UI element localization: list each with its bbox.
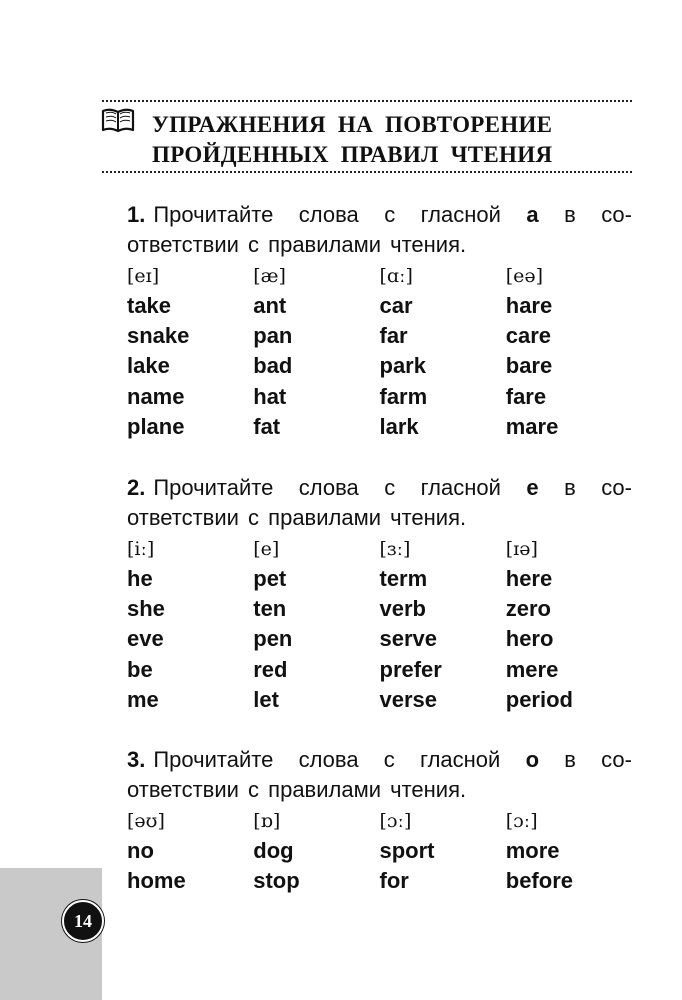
exercise-instruction	[127, 473, 632, 533]
word-item: pen	[253, 626, 293, 652]
instruction-line-1	[127, 200, 632, 230]
phonetic-symbol: [ɜː]	[379, 538, 411, 560]
word-item: stop	[253, 868, 300, 894]
word-item: lark	[379, 413, 419, 439]
instruction-text: Прочитайте слова с гласной	[153, 475, 527, 500]
heading-line-1: УПРАЖНЕНИЯ НА ПОВТОРЕНИЕ	[152, 112, 553, 137]
word-item: bad	[253, 353, 293, 379]
word-item: ant	[253, 293, 287, 318]
word-column	[380, 534, 506, 715]
word-column	[380, 806, 506, 896]
word-item: for	[379, 868, 409, 894]
exercise-2	[127, 473, 632, 715]
word-item: hare	[505, 293, 553, 318]
instruction-text-end: в со-	[539, 747, 632, 772]
exercise-3	[127, 745, 632, 896]
instruction-line-1	[127, 473, 632, 503]
instruction-line-2: ответствии с правилами чтения.	[127, 505, 467, 530]
word-column	[253, 261, 379, 442]
phonetic-symbol: [æ]	[253, 265, 286, 287]
word-item: pan	[253, 323, 293, 349]
word-item: pet	[253, 566, 287, 591]
word-item: farm	[379, 383, 428, 409]
instruction-text: Прочитайте слова с гласной	[153, 747, 526, 772]
word-item: bare	[505, 353, 553, 379]
word-item: eve	[127, 626, 164, 652]
target-vowel: e	[526, 475, 539, 500]
section-heading	[152, 110, 572, 170]
phonetic-symbol: [eə]	[505, 265, 544, 287]
word-item: fat	[253, 413, 281, 439]
instruction-line-1	[127, 745, 632, 775]
heading-line-2: ПРОЙДЕННЫХ ПРАВИЛ ЧТЕНИЯ	[152, 142, 553, 167]
word-item: more	[505, 838, 560, 863]
word-item: hero	[505, 626, 554, 652]
exercise-number: 2.	[127, 475, 146, 500]
word-item: far	[379, 323, 408, 349]
word-item: hat	[253, 383, 287, 409]
word-item: here	[505, 566, 553, 591]
word-item: serve	[379, 626, 438, 652]
exercise-instruction	[127, 200, 632, 260]
word-item: take	[127, 293, 172, 318]
phonetic-symbol: [eɪ]	[127, 265, 160, 287]
exercise-1	[127, 200, 632, 442]
phonetic-symbol: [ɪə]	[505, 538, 538, 560]
phonetic-symbol: [ɒ]	[253, 810, 281, 832]
exercise-number: 1.	[127, 202, 146, 227]
word-item: plane	[127, 413, 185, 439]
word-columns	[127, 534, 632, 715]
word-item: no	[127, 838, 154, 863]
word-column	[506, 261, 632, 442]
instruction-line-2: ответствии с правилами чтения.	[127, 777, 467, 802]
word-item: dog	[253, 838, 294, 863]
word-item: sport	[379, 838, 435, 863]
instruction-text: Прочитайте слова с гласной	[153, 202, 527, 227]
phonetic-symbol: [ɔː]	[505, 810, 538, 832]
target-vowel: a	[526, 202, 539, 227]
word-column	[253, 806, 379, 896]
word-column	[127, 261, 253, 442]
word-column	[253, 534, 379, 715]
word-item: term	[379, 566, 428, 591]
exercise-number: 3.	[127, 747, 146, 772]
instruction-text-end: в со-	[538, 202, 632, 227]
word-item: care	[505, 323, 552, 349]
word-item: red	[253, 656, 288, 682]
word-columns	[127, 806, 632, 896]
word-item: mere	[505, 656, 559, 682]
word-item: me	[127, 686, 159, 712]
page-number-badge: 14	[62, 900, 104, 942]
word-column	[506, 806, 632, 896]
exercise-instruction	[127, 745, 632, 805]
phonetic-symbol: [əʊ]	[127, 810, 165, 832]
open-book-icon	[101, 108, 135, 134]
word-column	[127, 806, 253, 896]
phonetic-symbol: [e]	[253, 538, 280, 560]
phonetic-symbol: [ɔː]	[379, 810, 412, 832]
instruction-line-2: ответствии с правилами чтения.	[127, 232, 467, 257]
word-item: period	[505, 686, 573, 712]
word-columns	[127, 261, 632, 442]
word-item: he	[127, 566, 153, 591]
word-item: lake	[127, 353, 170, 379]
word-item: car	[379, 293, 413, 318]
word-item: snake	[127, 323, 190, 349]
word-item: home	[127, 868, 186, 894]
word-item: name	[127, 383, 185, 409]
word-item: zero	[505, 596, 551, 622]
word-item: fare	[505, 383, 547, 409]
phonetic-symbol: [iː]	[127, 538, 155, 560]
word-item: be	[127, 656, 153, 682]
word-column	[506, 534, 632, 715]
top-dotted-rule	[102, 100, 632, 102]
phonetic-symbol: [ɑː]	[379, 265, 413, 287]
word-column	[380, 261, 506, 442]
word-column	[127, 534, 253, 715]
word-item: she	[127, 596, 165, 622]
bottom-dotted-rule	[102, 171, 632, 173]
word-item: let	[253, 686, 279, 712]
word-item: mare	[505, 413, 559, 439]
word-item: before	[505, 868, 573, 894]
instruction-text-end: в со-	[538, 475, 632, 500]
target-vowel: o	[525, 747, 540, 772]
word-item: prefer	[379, 656, 442, 682]
word-item: park	[379, 353, 426, 379]
word-item: ten	[253, 596, 287, 622]
word-item: verb	[379, 596, 426, 622]
word-item: verse	[379, 686, 438, 712]
